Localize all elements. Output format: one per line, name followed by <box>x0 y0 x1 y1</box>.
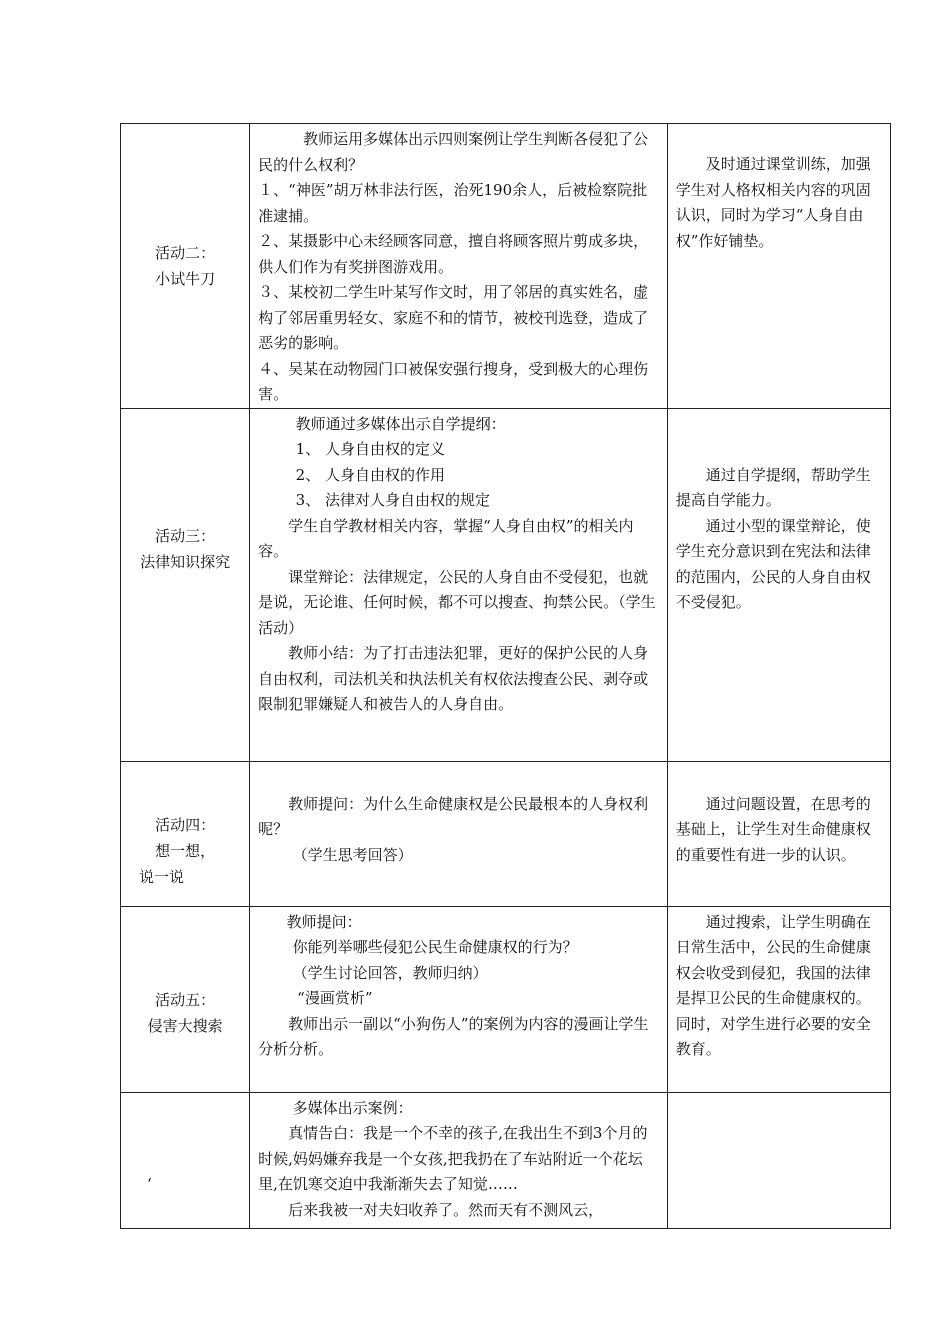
purpose-paragraph: 通过小型的课堂辩论，使学生充分意识到在宪法和法律的范围内，公民的人身自由权不受侵犯。 <box>675 516 871 611</box>
content-paragraph: ４、吴某在动物园门口被保安强行搜身，受到极大的心理伤害。 <box>258 359 649 403</box>
table-row <box>121 408 891 761</box>
content-paragraph: “漫画赏析” <box>297 989 373 1007</box>
activity-title: 想一想， <box>155 841 216 860</box>
table-row <box>121 761 891 906</box>
content-paragraph: 你能列举哪些侵犯公民生命健康权的行为？ <box>292 938 578 956</box>
content-cell <box>250 124 668 409</box>
content-paragraph: 教师运用多媒体出示四则案例让学生判断各侵犯了公民的什么权利？ <box>258 130 649 174</box>
activity-title: 说一说 <box>139 867 185 886</box>
purpose-cell <box>667 408 890 761</box>
purpose-cell <box>667 1092 890 1228</box>
content-paragraph: 真情告白：我是一个不幸的孩子,在我出生不到3个月的时候,妈妈嫌弃我是一个女孩,把我扔在了车站附近一个花坛里,在饥寒交迫中我渐渐失去了知觉…… <box>258 1124 648 1193</box>
activity-title: 小试牛刀 <box>155 269 216 288</box>
content-paragraph: 后来我被一对夫妇收养了。然而天有不测风云， <box>288 1200 604 1219</box>
table-row <box>121 124 891 409</box>
content-paragraph: 多媒体出示案例： <box>292 1098 413 1117</box>
activity-cell <box>121 408 250 761</box>
content-paragraph: 学生自学教材相关内容，掌握“人身自由权”的相关内容。 <box>258 516 634 560</box>
table-row <box>121 906 891 1092</box>
content-paragraph: 教师小结：为了打击违法犯罪，更好的保护公民的人身自由权利，司法机关和执法机关有权依法搜查公民、剥夺或限制犯罪嫌疑人和被告人的人身自由。 <box>258 644 649 713</box>
table-row <box>121 1092 891 1228</box>
activity-cell <box>121 906 250 1092</box>
content-paragraph: ２、某摄影中心未经顾客同意，擅自将顾客照片剪成多块，供人们作为有奖拼图游戏用。 <box>258 232 649 276</box>
purpose-paragraph: 通过问题设置，在思考的基础上，让学生对生命健康权的重要性有进一步的认识。 <box>675 794 871 864</box>
content-cell <box>250 906 668 1092</box>
content-paragraph: （学生讨论回答，教师归纳） <box>292 963 488 982</box>
activity-label: 活动五： <box>155 990 216 1009</box>
activity-title: 法律知识探究 <box>140 552 231 571</box>
purpose-paragraph: 通过搜索，让学生明确在日常生活中，公民的生命健康权会收受到侵犯，我国的法律是捍卫公民的生命健康权的。同时，对学生进行必要的安全教育。 <box>675 912 871 1058</box>
content-paragraph: 教师提问： <box>286 912 362 931</box>
purpose-cell <box>667 124 890 409</box>
content-paragraph: 2、 人身自由权的作用 <box>295 465 445 484</box>
content-paragraph: （学生思考回答） <box>292 845 413 864</box>
activity-title: 侵害大搜索 <box>147 1016 223 1035</box>
activity-mark: ‘ <box>147 1174 152 1193</box>
purpose-cell <box>667 761 890 906</box>
content-paragraph: 课堂辩论：法律规定，公民的人身自由不受侵犯，也就是说，无论谁、任何时候，都不可以搜查、拘禁公民。（学生活动） <box>258 567 656 637</box>
lesson-plan-table <box>120 123 891 1229</box>
content-paragraph: １、“神医”胡万林非法行医，治死190余人，后被检察院批准逮捕。 <box>258 181 648 225</box>
content-cell <box>250 1092 668 1228</box>
content-paragraph: 3、 法律对人身自由权的规定 <box>295 491 490 509</box>
content-paragraph: ３、某校初二学生叶某写作文时，用了邻居的真实姓名，虚构了邻居重男轻女、家庭不和的情节，被校刊选登，造成了恶劣的影响。 <box>258 283 649 352</box>
content-paragraph: 教师提问：为什么生命健康权是公民最根本的人身权利呢？ <box>258 794 649 838</box>
activity-label: 活动四： <box>155 815 216 834</box>
content-cell <box>250 761 668 906</box>
activity-cell <box>121 124 250 409</box>
activity-label: 活动三： <box>155 526 216 545</box>
activity-cell <box>121 761 250 906</box>
content-paragraph: 教师通过多媒体出示自学提纲： <box>295 414 506 433</box>
activity-cell <box>121 1092 250 1228</box>
content-paragraph: 1、 人身自由权的定义 <box>295 440 445 458</box>
activity-label: 活动二： <box>155 243 216 262</box>
content-cell <box>250 408 668 761</box>
purpose-paragraph: 通过自学提纲，帮助学生提高自学能力。 <box>675 465 871 509</box>
purpose-paragraph: 及时通过课堂训练，加强学生对人格权相关内容的巩固认识，同时为学习“人身自由权”作好铺垫。 <box>675 155 871 250</box>
content-paragraph: 教师出示一副以“小狗伤人”的案例为内容的漫画让学生分析分析。 <box>258 1014 649 1058</box>
purpose-cell <box>667 906 890 1092</box>
